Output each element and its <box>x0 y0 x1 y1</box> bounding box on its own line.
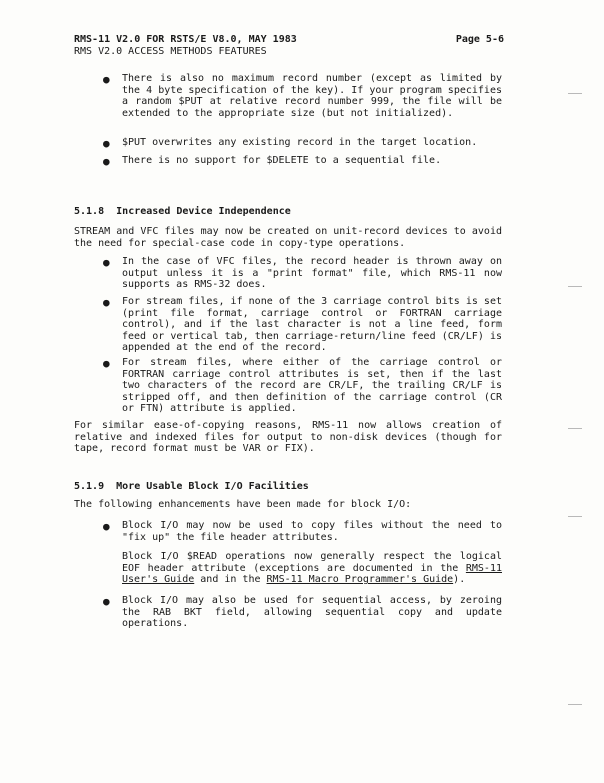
section-heading-5-1-9 <box>74 481 502 493</box>
list-item: $PUT overwrites any existing record in the target location. <box>122 137 478 148</box>
list-item: For stream files, where either of the carriage control or FORTRAN carriage control attributes is set, then if the last two characters of the record are CR/LF, the trailing CR/LF is stripped off, and then definition of the carriage control (CR or FTN) attribute is applied. <box>122 357 502 415</box>
list-item-continuation <box>122 551 502 586</box>
list-item: There is no support for $DELETE to a sequential file. <box>122 155 442 166</box>
list-item: In the case of VFC files, the record header is thrown away on output unless it is a "print format" file, which RMS-11 now supports as RMS-32 does. <box>122 256 502 291</box>
section-number: 5.1.8 <box>74 206 105 217</box>
document-reference: RMS-11 User's Guide <box>122 562 502 586</box>
paragraph: STREAM and VFC files may now be created on unit-record devices to avoid the need for special-case code in copy-type operations. <box>74 226 502 249</box>
text-run: and in the <box>200 574 261 586</box>
section-title: More Usable Block I/O Facilities <box>116 481 309 492</box>
section-heading-5-1-8 <box>74 206 502 218</box>
bullet-icon: ● <box>103 155 110 168</box>
list-item: Block I/O may also be used for sequential access, by zeroing the RAB BKT field, allowing sequential copy and update operations. <box>122 595 502 630</box>
page-header <box>74 34 504 57</box>
bullet-icon: ● <box>103 73 110 86</box>
document-reference: RMS-11 Macro Programmer's Guide <box>266 574 454 586</box>
header-subtitle: RMS V2.0 ACCESS METHODS FEATURES <box>74 45 267 57</box>
section-number: 5.1.9 <box>74 481 105 492</box>
paragraph: The following enhancements have been made for block I/O: <box>74 499 412 510</box>
page-number: Page 5-6 <box>455 34 504 45</box>
bullet-icon: ● <box>103 137 110 150</box>
bullet-icon: ● <box>103 357 110 370</box>
header-title: RMS-11 V2.0 FOR RSTS/E V8.0, MAY 1983 <box>74 34 297 45</box>
bullet-icon: ● <box>103 256 110 269</box>
text-run: Block I/O $READ operations now generally respect the logical EOF header attribute (exceptions are documented in the <box>122 551 502 574</box>
paragraph: For similar ease-of-copying reasons, RMS-11 now allows creation of relative and indexed files for output to non-disk devices (though for tape, record format must be VAR or FIX). <box>74 420 502 455</box>
section-title: Increased Device Independence <box>116 206 291 217</box>
list-item: There is also no maximum record number (except as limited by the 4 byte specification of the key). If your program specifies a random $PUT at relative record number 999, the file will be extended to the appropriate size (but not initialized). <box>122 73 502 119</box>
margin-mark <box>568 93 582 94</box>
margin-mark <box>568 516 582 517</box>
margin-mark <box>568 286 582 287</box>
margin-mark <box>568 428 582 429</box>
list-item: For stream files, if none of the 3 carriage control bits is set (print file format, carriage control or FORTRAN carriage control), and if the last character is not a line feed, form feed or vertical tab, then carriage-return/line feed (CR/LF) is appended at the end of the record. <box>122 296 502 354</box>
text-run: ). <box>453 574 466 586</box>
margin-mark <box>568 704 582 705</box>
list-item: Block I/O may now be used to copy files without the need to "fix up" the file header attributes. <box>122 520 502 543</box>
bullet-icon: ● <box>103 595 110 608</box>
bullet-icon: ● <box>103 296 110 309</box>
bullet-icon: ● <box>103 520 110 533</box>
